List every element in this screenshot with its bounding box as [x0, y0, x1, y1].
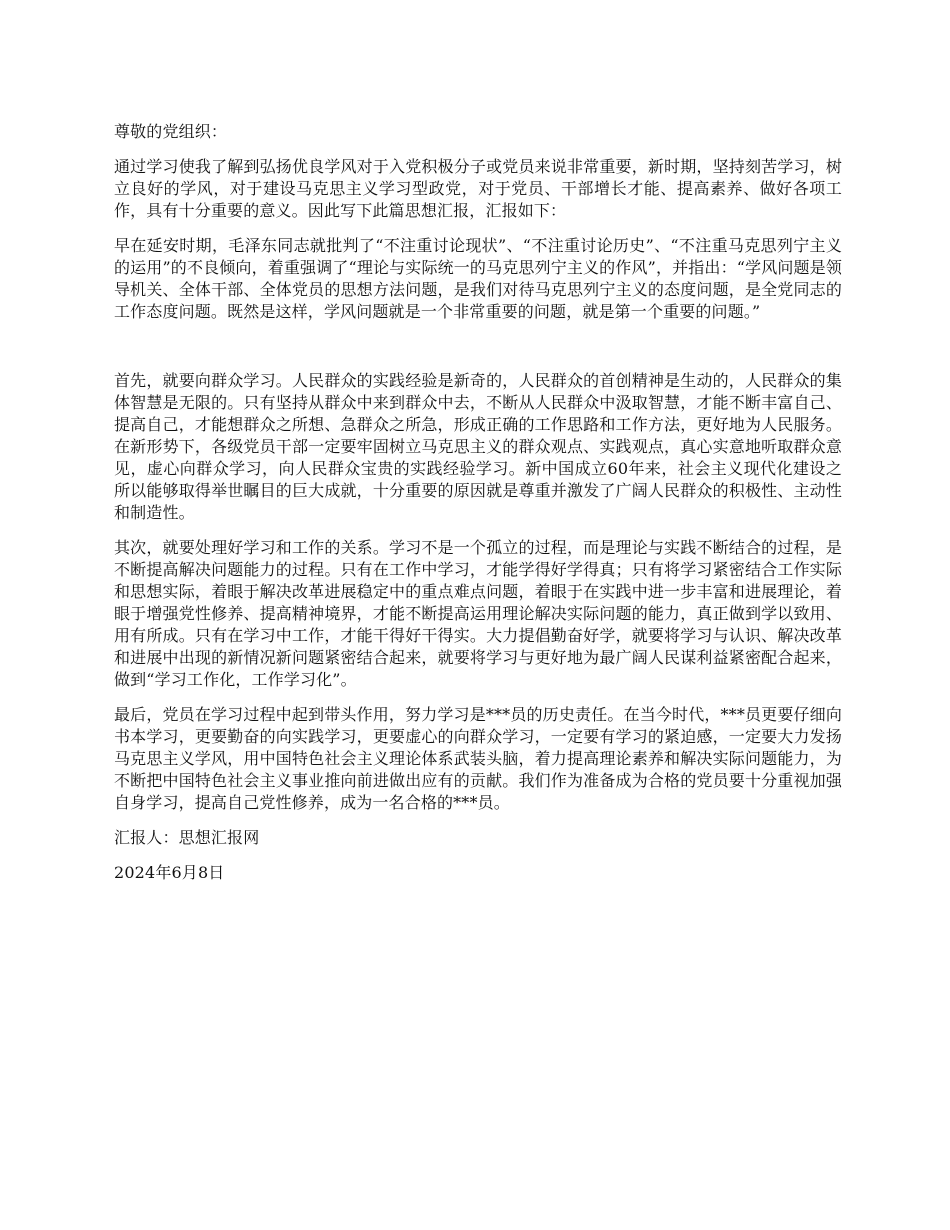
date-line: 2024年6月8日: [114, 863, 225, 882]
paragraph-yanan-quote: 早在延安时期，毛泽东同志就批判了“不注重讨论现状”、“不注重讨论历史”、“不注重马克思列宁主义的运用”的不良倾向，着重强调了“理论与实际统一的马克思列宁主义的作风”，并指出：“学风问题是领导机关、全体干部、全体党员的思想方法问题，是我们对待马克思列宁主义的态度问题，是全党同志的工作态度问题。既然是这样，学风问题就是一个非常重要的问题，就是第一个重要的问题。”: [114, 236, 842, 321]
salutation: 尊敬的党组织：: [114, 122, 228, 141]
paragraph-first: 首先，就要向群众学习。人民群众的实践经验是新奇的，人民群众的首创精神是生动的，人民群众的集体智慧是无限的。只有坚持从群众中来到群众中去，不断从人民群众中汲取智慧，才能不断丰富自己、提高自己，才能想群众之所想、急群众之所急，形成正确的工作思路和工作方法，更好地为人民服务。在新形势下，各级党员干部一定要牢固树立马克思主义的群众观点、实践观点，真心实意地听取群众意见，虚心向群众学习，向人民群众宝贵的实践经验学习。新中国成立60年来，社会主义现代化建设之所以能够取得举世瞩目的巨大成就，十分重要的原因就是尊重并激发了广阔人民群众的积极性、主动性和制造性。: [114, 371, 842, 522]
document-body: [114, 121, 842, 897]
paragraph-last: 最后，党员在学习过程中起到带头作用，努力学习是***员的历史责任。在当今时代，***员更要仔细向书本学习，更要勤奋的向实践学习，更要虚心的向群众学习，一定要有学习的紧迫感，一定要大力发扬马克思主义学风，用中国特色社会主义理论体系武装头脑，着力提高理论素养和解决实际问题能力，为不断把中国特色社会主义事业推向前进做出应有的贡献。我们作为准备成为合格的党员要十分重视加强自身学习，提高自己党性修养，成为一名合格的***员。: [114, 705, 842, 812]
paragraph-intro: 通过学习使我了解到弘扬优良学风对于入党积极分子或党员来说非常重要，新时期，坚持刻苦学习，树立良好的学风，对于建设马克思主义学习型政党，对于党员、干部增长才能、提高素养、做好各项工作，具有十分重要的意义。因此写下此篇思想汇报，汇报如下：: [114, 157, 842, 220]
paragraph-second: 其次，就要处理好学习和工作的关系。学习不是一个孤立的过程，而是理论与实践不断结合的过程，是不断提高解决问题能力的过程。只有在工作中学习，才能学得好学得真；只有将学习紧密结合工作实际和思想实际，着眼于解决改革进展稳定中的重点难点问题，着眼于在实践中进一步丰富和进展理论，着眼于增强党性修养、提高精神境界，才能不断提高运用理论解决实际问题的能力，真正做到学以致用、用有所成。只有在学习中工作，才能干得好干得实。大力提倡勤奋好学，就要将学习与认识、解决改革和进展中出现的新情况新问题紧密结合起来，就要将学习与更好地为最广阔人民谋利益紧密配合起来，做到“学习工作化，工作学习化”。: [114, 538, 842, 689]
reporter-line: 汇报人：思想汇报网: [114, 828, 260, 847]
